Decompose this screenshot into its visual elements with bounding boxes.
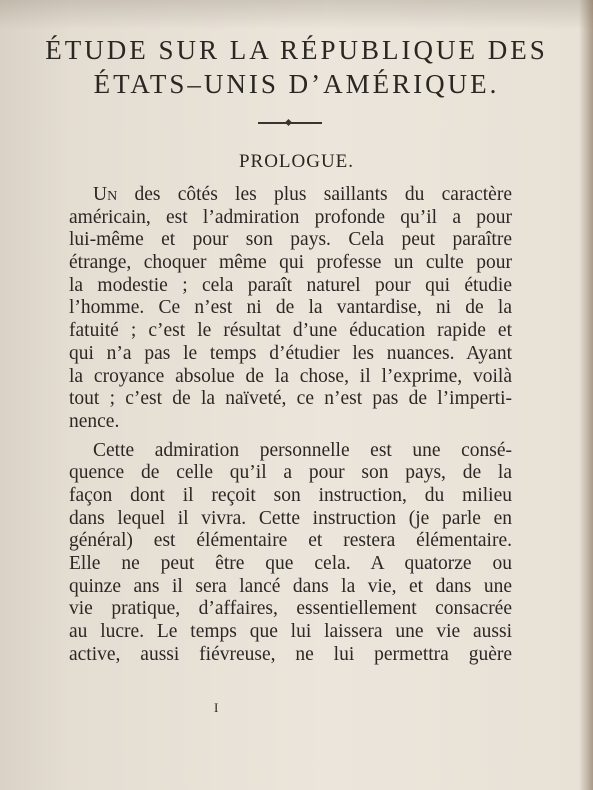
paragraph-line: quence de celle qu’il a pour son pays, de la (69, 462, 512, 484)
paragraph-line: qui n’a pas le temps d’étudier les nuances. Ayant (69, 342, 512, 364)
page-edge-binding (579, 0, 593, 790)
page-title (40, 33, 553, 101)
decorative-rule-ornament (258, 120, 322, 126)
paragraph-1 (69, 184, 512, 434)
page-number: I (214, 700, 219, 715)
paragraph-line: quinze ans il sera lancé dans la vie, et dans une (69, 575, 512, 597)
paragraph-line: américain, est l’admiration profonde qu’il a pour (69, 206, 512, 228)
drop-lead-word: Un (93, 184, 118, 205)
paragraph-line: l’homme. Ce n’est ni de la vantardise, ni de la (69, 297, 512, 319)
title-line-2: ÉTATS–UNIS D’AMÉRIQUE. (93, 69, 500, 99)
paragraph-line: la modestie ; cela paraît naturel pour qui étudie (69, 274, 512, 296)
paragraph-line: lui-même et pour son pays. Cela peut paraître (69, 229, 512, 251)
paragraph-2 (69, 440, 512, 667)
paragraph-line: fatuité ; c’est le résultat d’une éducation rapide et (69, 320, 512, 342)
paragraph-line (69, 184, 512, 207)
paragraph-line: Cette admiration personnelle est une consé- (93, 439, 512, 461)
paragraph-line: la croyance absolue de la chose, il l’exprime, voilà (69, 365, 512, 387)
paragraph-line: dans lequel il vivra. Cette instruction (je parle en (69, 507, 512, 529)
ornament-diamond-icon (285, 119, 292, 126)
paragraph-line: façon dont il reçoit son instruction, du milieu (69, 484, 512, 506)
paragraph-line: étrange, choquer même qui professe un culte pour (69, 252, 512, 274)
paragraph-line: tout ; c’est de la naïveté, ce n’est pas de l’imperti- (69, 388, 512, 410)
paragraph-line: vie pratique, d’affaires, essentiellement consacrée (69, 598, 512, 620)
paragraph-line: au lucre. Le temps que lui laissera une vie aussi (69, 621, 512, 643)
section-heading: PROLOGUE. (238, 151, 355, 172)
page-top-shadow (0, 0, 593, 30)
title-line-1: ÉTUDE SUR LA RÉPUBLIQUE DES (45, 35, 548, 65)
paragraph-line-text: des côtés les plus saillants du caractère (117, 184, 512, 205)
paragraph-line: Elle ne peut être que cela. A quatorze ou (69, 553, 512, 574)
paragraph-line: général) est élémentaire et restera élémentaire. (69, 530, 512, 552)
paragraph-line: active, aussi fiévreuse, ne lui permettra guère (69, 643, 512, 665)
body-text (69, 184, 512, 666)
paragraph-line: nence. (69, 410, 120, 432)
